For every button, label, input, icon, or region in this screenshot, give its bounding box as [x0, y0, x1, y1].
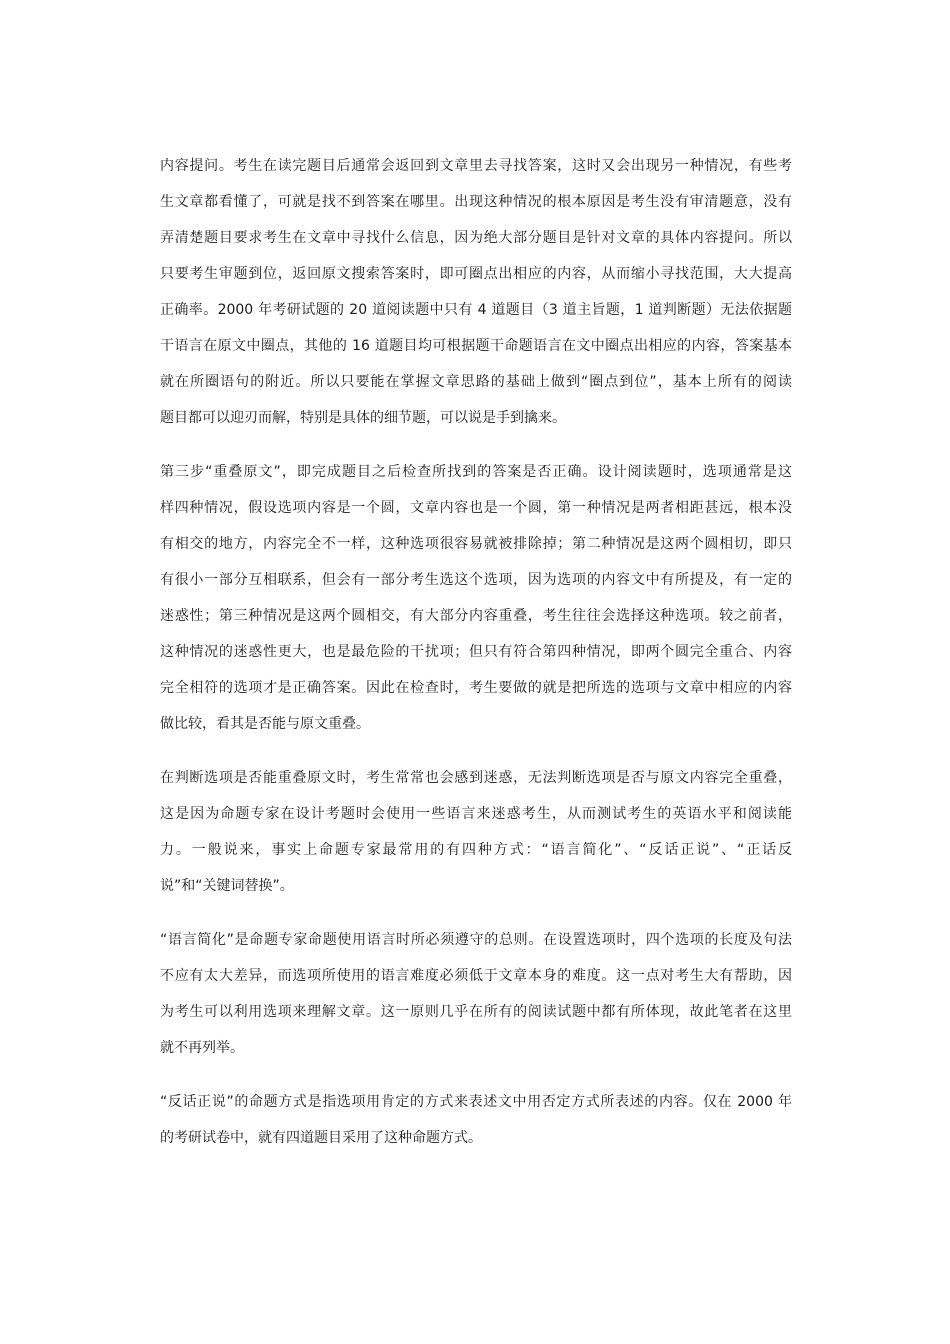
text-line: 就在所圈语句的附近。所以只要能在掌握文章思路的基础上做到“圈点到位”，基本上所有的阅读: [160, 374, 792, 390]
text-line: 在判断选项是否能重叠原文时，考生常常也会感到迷惑，无法判断选项是否与原文内容完全重叠，: [160, 770, 792, 786]
text-line: 做比较，看其是否能与原文重叠。: [160, 716, 370, 732]
text-line: 这是因为命题专家在设计考题时会使用一些语言来迷惑考生，从而测试考生的英语水平和阅读能: [160, 806, 792, 822]
text-line: 正确率。2000 年考研试题的 20 道阅读题中只有 4 道题目（3 道主旨题，1 道判断题）无法依据题: [160, 302, 792, 318]
text-line: 只要考生审题到位，返回原文搜索答案时，即可圈点出相应的内容，从而缩小寻找范围，大大提高: [160, 266, 792, 282]
paragraph-2: [160, 454, 792, 742]
text-line: 生文章都看懂了，可就是找不到答案在哪里。出现这种情况的根本原因是考生没有审清题意，没有: [160, 194, 792, 210]
text-line: 弄清楚题目要求考生在文章中寻找什么信息，因为绝大部分题目是针对文章的具体内容提问。所以: [160, 230, 792, 246]
paragraph-5: [160, 1084, 792, 1156]
text-line: “反话正说”的命题方式是指选项用肯定的方式来表述文中用否定方式所表述的内容。仅在 2000 年: [160, 1094, 792, 1110]
text-line: “语言简化”是命题专家命题使用语言时所必须遵守的总则。在设置选项时，四个选项的长度及句法: [160, 932, 792, 948]
text-line: 内容提问。考生在读完题目后通常会返回到文章里去寻找答案，这时又会出现另一种情况，有些考: [160, 158, 792, 174]
text-line: 就不再列举。: [160, 1040, 244, 1056]
text-line: 题目都可以迎刃而解，特别是具体的细节题，可以说是手到擒来。: [160, 410, 566, 426]
text-line: 有相交的地方，内容完全不一样，这种选项很容易就被排除掉；第二种情况是这两个圆相切，即只: [160, 536, 792, 552]
text-line: 的考研试卷中，就有四道题目采用了这种命题方式。: [160, 1130, 482, 1146]
text-line: 迷惑性；第三种情况是这两个圆相交，有大部分内容重叠，考生往往会选择这种选项。较之前者，: [160, 608, 792, 624]
document-body: [160, 148, 792, 1174]
text-line: 第三步“重叠原文”，即完成题目之后检查所找到的答案是否正确。设计阅读题时，选项通常是这: [160, 464, 792, 480]
text-line: 有很小一部分互相联系，但会有一部分考生选这个选项，因为选项的内容文中有所提及，有一定的: [160, 572, 792, 588]
text-line: 不应有太大差异，而选项所使用的语言难度必须低于文章本身的难度。这一点对考生大有帮助，因: [160, 968, 792, 984]
text-line: 力。一般说来，事实上命题专家最常用的有四种方式：“语言简化”、“反话正说”、“正话反: [160, 842, 792, 858]
text-line: 样四种情况，假设选项内容是一个圆，文章内容也是一个圆，第一种情况是两者相距甚远，根本没: [160, 500, 792, 516]
text-line: 这种情况的迷惑性更大，也是最危险的干扰项；但只有符合第四种情况，即两个圆完全重合、内容: [160, 644, 792, 660]
paragraph-3: [160, 760, 792, 904]
paragraph-1: [160, 148, 792, 436]
paragraph-4: [160, 922, 792, 1066]
text-line: 为考生可以利用选项来理解文章。这一原则几乎在所有的阅读试题中都有所体现，故此笔者在这里: [160, 1004, 792, 1020]
text-line: 完全相符的选项才是正确答案。因此在检查时，考生要做的就是把所选的选项与文章中相应的内容: [160, 680, 792, 696]
text-line: 干语言在原文中圈点，其他的 16 道题目均可根据题干命题语言在文中圈点出相应的内容，答案基本: [160, 338, 792, 354]
text-line: 说”和“关键词替换”。: [160, 878, 294, 894]
